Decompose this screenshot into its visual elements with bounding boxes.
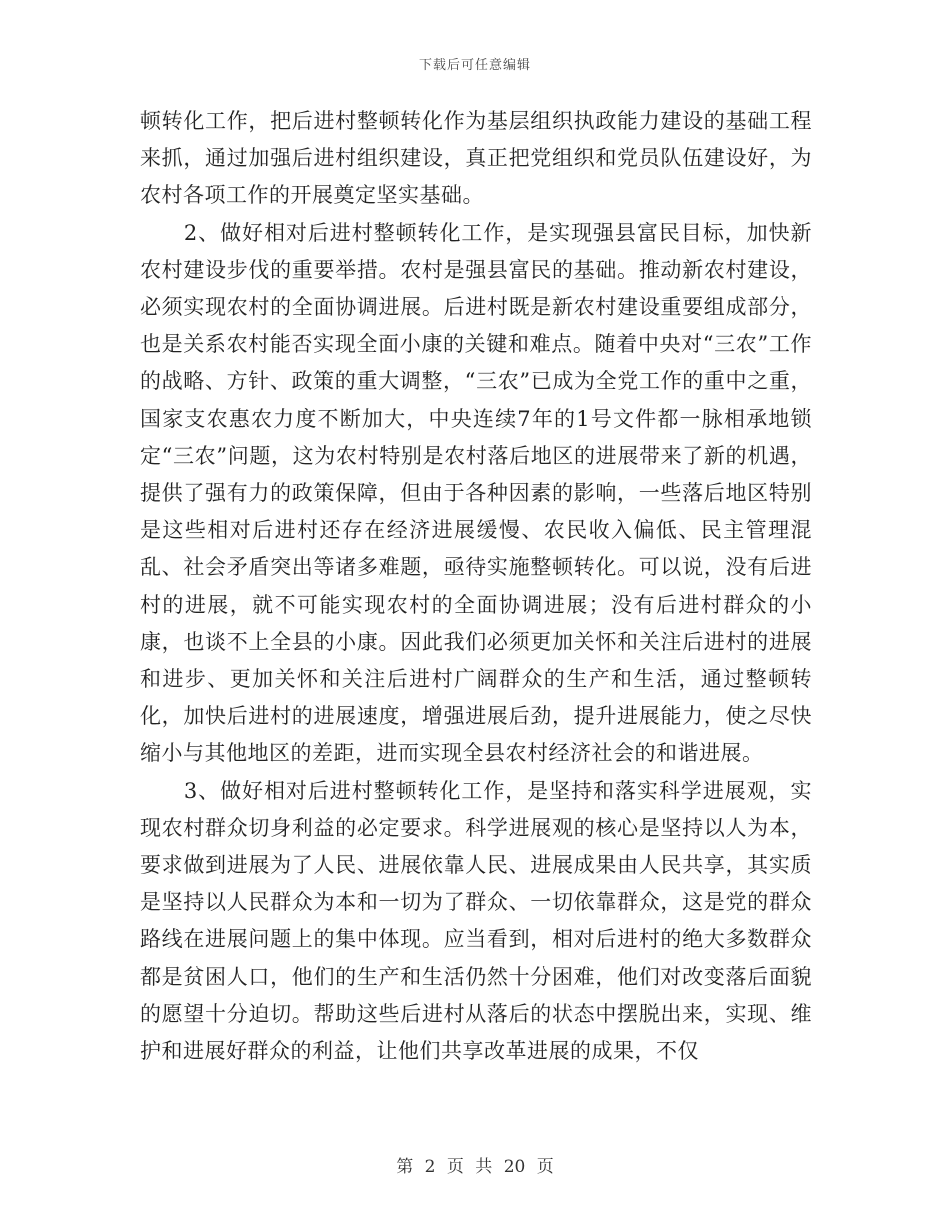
page-number: 第 2 页 共 20 页 xyxy=(396,1157,554,1177)
paragraph-2: 2、做好相对后进村整顿转化工作，是实现强县富民目标，加快新农村建设步伐的重要举措。农村是强县富民的基础。推动新农村建设，必须实现农村的全面协调进展。后进村既是新农村建设重要组成部分，也是关系农村能否实现全面小康的关键和难点。随着中央对“三农”工作的战略、方针、政策的重大调整，“三农”已成为全党工作的重中之重，国家支农惠农力度不断加大，中央连续7年的1号文件都一脉相承地锁定“三农”问题，这为农村特别是农村落后地区的进展带来了新的机遇，提供了强有力的政策保障，但由于各种因素的影响，一些落后地区特别是这些相对后进村还存在经济进展缓慢、农民收入偏低、民主管理混乱、社会矛盾突出等诸多难题，亟待实施整顿转化。可以说，没有后进村的进展，就不可能实现农村的全面协调进展；没有后进村群众的小康，也谈不上全县的小康。因此我们必须更加关怀和关注后进村的进展和进步、更加关怀和关注后进村广阔群众的生产和生活，通过整顿转化，加快后进村的进展速度，增强进展后劲，提升进展能力，使之尽快缩小与其他地区的差距，进而实现全县农村经济社会的和谐进展。 xyxy=(140,220,812,766)
page-header-note: 下载后可任意编辑 xyxy=(418,58,531,73)
document-body xyxy=(140,103,812,1070)
paragraph-3: 3、做好相对后进村整顿转化工作，是坚持和落实科学进展观，实现农村群众切身利益的必定要求。科学进展观的核心是坚持以人为本，要求做到进展为了人民、进展依靠人民、进展成果由人民共享，其实质是坚持以人民群众为本和一切为了群众、一切依靠群众，这是党的群众路线在进展问题上的集中体现。应当看到，相对后进村的绝大多数群众都是贫困人口，他们的生产和生活仍然十分困难，他们对改变落后面貌的愿望十分迫切。帮助这些后进村从落后的状态中摆脱出来，实现、维护和进展好群众的利益，让他们共享改革进展的成果，不仅 xyxy=(140,778,812,1064)
paragraph-1: 顿转化工作，把后进村整顿转化作为基层组织执政能力建设的基础工程来抓，通过加强后进村组织建设，真正把党组织和党员队伍建设好，为农村各项工作的开展奠定坚实基础。 xyxy=(140,109,812,208)
